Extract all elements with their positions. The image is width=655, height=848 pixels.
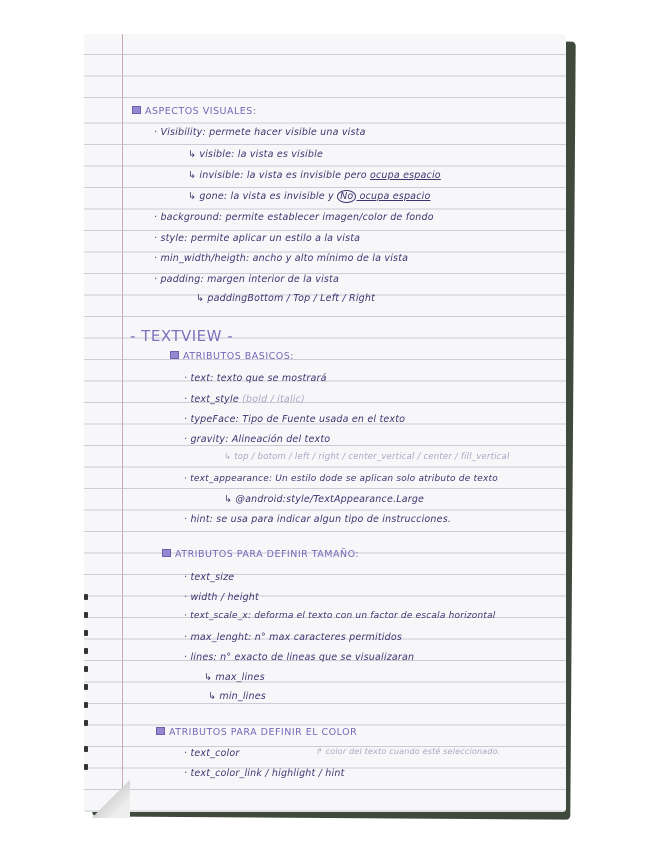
max-lines-line: ↳ max_lines — [204, 672, 265, 683]
bullet-square-icon — [162, 549, 171, 557]
typeface-line: · typeFace: Tipo de Fuente usada en el texto — [184, 414, 406, 425]
binding-holes — [84, 34, 94, 812]
min-width-line: · min_width/heigth: ancho y alto mínimo de la vista — [154, 253, 409, 264]
padding-line: · padding: margen interior de la vista — [154, 274, 340, 285]
bullet-square-icon — [156, 727, 165, 735]
gone-line: ↳ gone: la vista es invisible y No ocupa espacio — [188, 191, 431, 202]
tamano-heading: ATRIBUTOS PARA DEFINIR TAMAÑO: — [162, 549, 359, 560]
appearance-line: · text_appearance: Un estilo dode se aplican solo atributo de texto — [184, 474, 498, 484]
appearance-sub-line: ↳ @android:style/TextAppearance.Large — [224, 494, 425, 505]
notebook-page — [84, 34, 566, 812]
background-line: · background: permite establecer imagen/color de fondo — [154, 212, 434, 223]
aspectos-heading: ASPECTOS VISUALES: — [132, 106, 257, 117]
text-color-note: ↱ color del texto cuando esté seleccionado. — [316, 747, 501, 756]
width-height-line: · width / height — [184, 592, 259, 603]
max-lenght-line: · max_lenght: n° max caracteres permitidos — [184, 632, 403, 643]
textview-title: - TEXTVIEW - — [130, 327, 234, 345]
padding-sub-line: ↳ paddingBottom / Top / Left / Right — [196, 293, 376, 304]
page-curl — [84, 778, 130, 818]
text-scale-line: · text_scale_x: deforma el texto con un factor de escala horizontal — [184, 611, 496, 621]
min-lines-line: ↳ min_lines — [208, 691, 266, 702]
visible-line: ↳ visible: la vista es visible — [188, 149, 324, 160]
text-style-line: · text_style (bold / italic) — [184, 394, 305, 405]
invisible-line: ↳ invisible: la vista es invisible pero ocupa espacio — [188, 170, 441, 181]
text-color-link-line: · text_color_link / highlight / hint — [184, 768, 345, 779]
bullet-square-icon — [132, 106, 141, 114]
color-heading: ATRIBUTOS PARA DEFINIR EL COLOR — [156, 727, 357, 738]
text-line: · text: texto que se mostrará — [184, 373, 327, 384]
gravity-sub-line: ↳ top / botom / left / right / center_vertical / center / fill_vertical — [224, 452, 510, 462]
text-size-line: · text_size — [184, 572, 235, 583]
gravity-line: · gravity: Alineación del texto — [184, 434, 331, 445]
hint-line: · hint: se usa para indicar algun tipo de instrucciones. — [184, 514, 452, 525]
margin-line — [122, 34, 123, 812]
bullet-square-icon — [170, 351, 179, 359]
visibility-line: · Visibility: permete hacer visible una vista — [154, 127, 366, 138]
lines-line: · lines: n° exacto de lineas que se visualizaran — [184, 652, 415, 663]
style-line: · style: permite aplicar un estilo a la vista — [154, 233, 361, 244]
text-color-line: · text_color — [184, 748, 240, 759]
basicos-heading: ATRIBUTOS BASICOS: — [170, 351, 294, 362]
